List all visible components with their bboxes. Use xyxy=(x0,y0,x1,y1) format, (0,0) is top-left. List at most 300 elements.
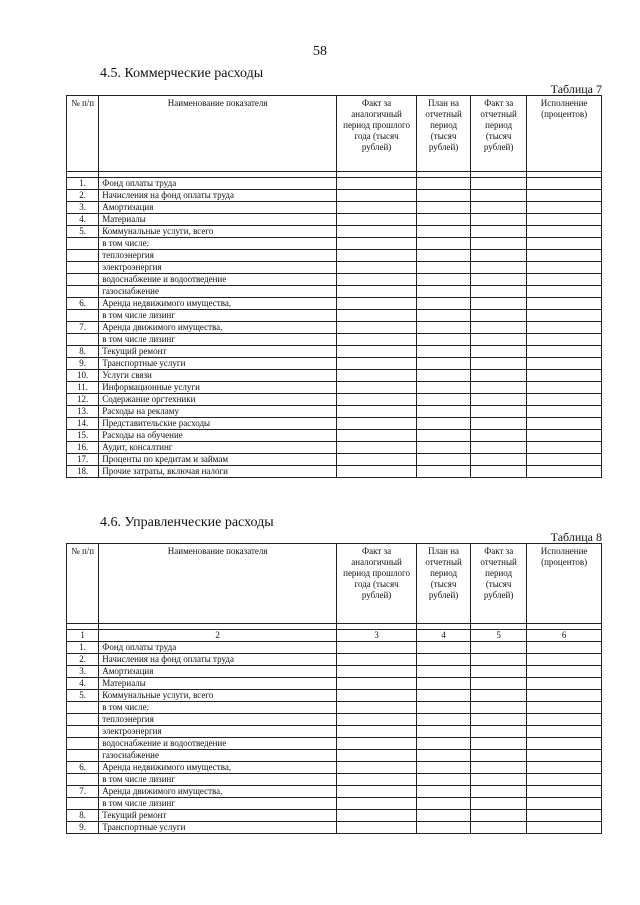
table-row xyxy=(67,442,602,454)
row-number xyxy=(67,774,99,786)
row-indicator-name: Прочие затраты, включая налоги xyxy=(99,466,337,478)
table-row xyxy=(67,822,602,834)
value-cell[interactable] xyxy=(527,442,602,454)
value-cell[interactable] xyxy=(417,382,471,394)
column-index: 1 xyxy=(67,630,99,642)
value-cell[interactable] xyxy=(471,274,527,286)
table-row xyxy=(67,726,602,738)
table-row xyxy=(67,678,602,690)
value-cell[interactable] xyxy=(337,750,417,762)
row-indicator-name: Проценты по кредитам и займам xyxy=(99,454,337,466)
table-row xyxy=(67,250,602,262)
table-row xyxy=(67,642,602,654)
value-cell[interactable] xyxy=(527,654,602,666)
management-expenses-table xyxy=(66,543,602,834)
row-number: 4. xyxy=(67,214,99,226)
row-indicator-name: в том числе: xyxy=(99,702,337,714)
row-indicator-name: Транспортные услуги xyxy=(99,822,337,834)
table-row xyxy=(67,334,602,346)
value-cell[interactable] xyxy=(417,370,471,382)
row-indicator-name: Текущий ремонт xyxy=(99,810,337,822)
value-cell[interactable] xyxy=(417,786,471,798)
header-number: № п/п xyxy=(67,96,99,172)
header-indicator-name: Наименование показателя xyxy=(99,544,337,624)
row-indicator-name: Расходы на рекламу xyxy=(99,406,337,418)
table-row xyxy=(67,762,602,774)
value-cell[interactable] xyxy=(471,322,527,334)
value-cell[interactable] xyxy=(471,202,527,214)
row-number: 15. xyxy=(67,430,99,442)
value-cell[interactable] xyxy=(527,346,602,358)
value-cell[interactable] xyxy=(337,702,417,714)
table-row xyxy=(67,418,602,430)
value-cell[interactable] xyxy=(527,250,602,262)
value-cell[interactable] xyxy=(417,642,471,654)
value-cell[interactable] xyxy=(471,262,527,274)
value-cell[interactable] xyxy=(417,310,471,322)
value-cell[interactable] xyxy=(337,714,417,726)
value-cell[interactable] xyxy=(527,394,602,406)
value-cell[interactable] xyxy=(417,738,471,750)
value-cell[interactable] xyxy=(527,690,602,702)
value-cell[interactable] xyxy=(417,334,471,346)
header-execution-percent: Исполнение (процентов) xyxy=(527,96,602,172)
value-cell[interactable] xyxy=(527,466,602,478)
value-cell[interactable] xyxy=(471,250,527,262)
value-cell[interactable] xyxy=(471,310,527,322)
value-cell[interactable] xyxy=(527,738,602,750)
row-number: 5. xyxy=(67,226,99,238)
table-row xyxy=(67,382,602,394)
value-cell[interactable] xyxy=(337,214,417,226)
row-number xyxy=(67,726,99,738)
value-cell[interactable] xyxy=(417,214,471,226)
table-row xyxy=(67,202,602,214)
table-row xyxy=(67,798,602,810)
value-cell[interactable] xyxy=(527,334,602,346)
value-cell[interactable] xyxy=(417,358,471,370)
row-indicator-name: газоснабжение xyxy=(99,750,337,762)
value-cell[interactable] xyxy=(527,642,602,654)
row-number: 6. xyxy=(67,762,99,774)
value-cell[interactable] xyxy=(337,654,417,666)
value-cell[interactable] xyxy=(471,798,527,810)
row-indicator-name: Аренда движимого имущества, xyxy=(99,786,337,798)
row-indicator-name: электроэнергия xyxy=(99,726,337,738)
value-cell[interactable] xyxy=(337,178,417,190)
row-indicator-name: Содержание оргтехники xyxy=(99,394,337,406)
row-number: 1. xyxy=(67,642,99,654)
row-indicator-name: Материалы xyxy=(99,214,337,226)
value-cell[interactable] xyxy=(471,762,527,774)
value-cell[interactable] xyxy=(417,822,471,834)
value-cell[interactable] xyxy=(337,798,417,810)
table-row xyxy=(67,702,602,714)
header-fact-previous-year: Факт за аналогичный период прошлого года (тысяч рублей) xyxy=(337,96,417,172)
value-cell[interactable] xyxy=(417,418,471,430)
value-cell[interactable] xyxy=(337,370,417,382)
header-fact-reporting: Факт за отчетный период (тысяч рублей) xyxy=(471,96,527,172)
value-cell[interactable] xyxy=(471,334,527,346)
value-cell[interactable] xyxy=(471,726,527,738)
table-row xyxy=(67,690,602,702)
row-indicator-name: в том числе лизинг xyxy=(99,798,337,810)
header-execution-percent: Исполнение (процентов) xyxy=(527,544,602,624)
value-cell[interactable] xyxy=(527,274,602,286)
value-cell[interactable] xyxy=(471,238,527,250)
value-cell[interactable] xyxy=(337,262,417,274)
value-cell[interactable] xyxy=(527,702,602,714)
table-row xyxy=(67,774,602,786)
value-cell[interactable] xyxy=(471,358,527,370)
row-number xyxy=(67,714,99,726)
value-cell[interactable] xyxy=(417,322,471,334)
value-cell[interactable] xyxy=(527,430,602,442)
value-cell[interactable] xyxy=(417,250,471,262)
value-cell[interactable] xyxy=(527,822,602,834)
table-row xyxy=(67,430,602,442)
value-cell[interactable] xyxy=(417,406,471,418)
value-cell[interactable] xyxy=(527,298,602,310)
column-index: 5 xyxy=(471,630,527,642)
value-cell[interactable] xyxy=(471,418,527,430)
row-number: 12. xyxy=(67,394,99,406)
value-cell[interactable] xyxy=(471,642,527,654)
row-indicator-name: в том числе лизинг xyxy=(99,774,337,786)
row-number: 13. xyxy=(67,406,99,418)
value-cell[interactable] xyxy=(337,190,417,202)
value-cell[interactable] xyxy=(337,202,417,214)
value-cell[interactable] xyxy=(417,774,471,786)
value-cell[interactable] xyxy=(471,442,527,454)
table-row xyxy=(67,406,602,418)
value-cell[interactable] xyxy=(417,654,471,666)
row-number xyxy=(67,310,99,322)
value-cell[interactable] xyxy=(471,750,527,762)
value-cell[interactable] xyxy=(527,726,602,738)
value-cell[interactable] xyxy=(471,714,527,726)
value-cell[interactable] xyxy=(471,178,527,190)
row-indicator-name: Амортизация xyxy=(99,202,337,214)
value-cell[interactable] xyxy=(471,786,527,798)
value-cell[interactable] xyxy=(527,406,602,418)
row-indicator-name: в том числе: xyxy=(99,238,337,250)
row-number: 17. xyxy=(67,454,99,466)
value-cell[interactable] xyxy=(417,346,471,358)
row-number: 16. xyxy=(67,442,99,454)
header-number: № п/п xyxy=(67,544,99,624)
row-number: 9. xyxy=(67,822,99,834)
row-number: 3. xyxy=(67,202,99,214)
value-cell[interactable] xyxy=(417,238,471,250)
value-cell[interactable] xyxy=(417,726,471,738)
value-cell[interactable] xyxy=(417,442,471,454)
value-cell[interactable] xyxy=(337,226,417,238)
value-cell[interactable] xyxy=(337,346,417,358)
value-cell[interactable] xyxy=(417,454,471,466)
row-number: 8. xyxy=(67,810,99,822)
value-cell[interactable] xyxy=(527,762,602,774)
value-cell[interactable] xyxy=(527,286,602,298)
row-indicator-name: Амортизация xyxy=(99,666,337,678)
row-indicator-name: Фонд оплаты труда xyxy=(99,178,337,190)
value-cell[interactable] xyxy=(337,466,417,478)
value-cell[interactable] xyxy=(471,370,527,382)
row-indicator-name: Транспортные услуги xyxy=(99,358,337,370)
table-row xyxy=(67,358,602,370)
table-row xyxy=(67,346,602,358)
value-cell[interactable] xyxy=(417,430,471,442)
value-cell[interactable] xyxy=(471,678,527,690)
value-cell[interactable] xyxy=(417,762,471,774)
value-cell[interactable] xyxy=(417,202,471,214)
section-title-management: 4.6. Управленческие расходы xyxy=(100,515,274,530)
value-cell[interactable] xyxy=(527,370,602,382)
value-cell[interactable] xyxy=(471,406,527,418)
row-indicator-name: газоснабжение xyxy=(99,286,337,298)
value-cell[interactable] xyxy=(337,810,417,822)
value-cell[interactable] xyxy=(527,678,602,690)
row-number: 5. xyxy=(67,690,99,702)
value-cell[interactable] xyxy=(337,250,417,262)
value-cell[interactable] xyxy=(471,702,527,714)
value-cell[interactable] xyxy=(337,322,417,334)
value-cell[interactable] xyxy=(337,418,417,430)
value-cell[interactable] xyxy=(337,358,417,370)
value-cell[interactable] xyxy=(471,654,527,666)
table-row xyxy=(67,750,602,762)
row-indicator-name: Материалы xyxy=(99,678,337,690)
row-indicator-name: водоснабжение и водоотведение xyxy=(99,738,337,750)
row-number: 18. xyxy=(67,466,99,478)
value-cell[interactable] xyxy=(471,774,527,786)
row-number: 9. xyxy=(67,358,99,370)
table-row xyxy=(67,178,602,190)
value-cell[interactable] xyxy=(337,430,417,442)
value-cell[interactable] xyxy=(337,690,417,702)
value-cell[interactable] xyxy=(337,786,417,798)
header-fact-reporting: Факт за отчетный период (тысяч рублей) xyxy=(471,544,527,624)
value-cell[interactable] xyxy=(417,690,471,702)
value-cell[interactable] xyxy=(337,382,417,394)
row-number: 8. xyxy=(67,346,99,358)
value-cell[interactable] xyxy=(527,786,602,798)
table-row xyxy=(67,298,602,310)
value-cell[interactable] xyxy=(527,322,602,334)
value-cell[interactable] xyxy=(417,666,471,678)
row-indicator-name: Текущий ремонт xyxy=(99,346,337,358)
row-number xyxy=(67,750,99,762)
value-cell[interactable] xyxy=(527,418,602,430)
table-label-8: Таблица 8 xyxy=(550,530,602,544)
row-indicator-name: водоснабжение и водоотведение xyxy=(99,274,337,286)
value-cell[interactable] xyxy=(417,262,471,274)
table-row xyxy=(67,214,602,226)
row-number xyxy=(67,798,99,810)
value-cell[interactable] xyxy=(417,274,471,286)
value-cell[interactable] xyxy=(527,454,602,466)
table-row xyxy=(67,666,602,678)
value-cell[interactable] xyxy=(471,822,527,834)
value-cell[interactable] xyxy=(471,190,527,202)
table-row xyxy=(67,226,602,238)
row-number: 10. xyxy=(67,370,99,382)
value-cell[interactable] xyxy=(527,202,602,214)
value-cell[interactable] xyxy=(527,214,602,226)
row-indicator-name: Коммунальные услуги, всего xyxy=(99,690,337,702)
value-cell[interactable] xyxy=(471,214,527,226)
value-cell[interactable] xyxy=(471,430,527,442)
value-cell[interactable] xyxy=(527,310,602,322)
table-row xyxy=(67,466,602,478)
row-indicator-name: Расходы на обучение xyxy=(99,430,337,442)
value-cell[interactable] xyxy=(417,714,471,726)
row-indicator-name: Представительские расходы xyxy=(99,418,337,430)
value-cell[interactable] xyxy=(471,666,527,678)
row-number: 6. xyxy=(67,298,99,310)
value-cell[interactable] xyxy=(471,454,527,466)
row-indicator-name: Фонд оплаты труда xyxy=(99,642,337,654)
value-cell[interactable] xyxy=(337,334,417,346)
row-number: 7. xyxy=(67,322,99,334)
row-number xyxy=(67,738,99,750)
row-number xyxy=(67,250,99,262)
row-number: 14. xyxy=(67,418,99,430)
value-cell[interactable] xyxy=(337,442,417,454)
value-cell[interactable] xyxy=(417,286,471,298)
value-cell[interactable] xyxy=(337,406,417,418)
value-cell[interactable] xyxy=(527,262,602,274)
table-row xyxy=(67,654,602,666)
row-indicator-name: Аренда недвижимого имущества, xyxy=(99,762,337,774)
value-cell[interactable] xyxy=(527,750,602,762)
row-number: 1. xyxy=(67,178,99,190)
row-number xyxy=(67,702,99,714)
row-indicator-name: Начисления на фонд оплаты труда xyxy=(99,654,337,666)
value-cell[interactable] xyxy=(417,750,471,762)
value-cell[interactable] xyxy=(527,666,602,678)
value-cell[interactable] xyxy=(527,190,602,202)
value-cell[interactable] xyxy=(337,454,417,466)
value-cell[interactable] xyxy=(417,178,471,190)
value-cell[interactable] xyxy=(337,762,417,774)
value-cell[interactable] xyxy=(527,810,602,822)
page-number: 58 xyxy=(313,44,327,59)
value-cell[interactable] xyxy=(417,394,471,406)
value-cell[interactable] xyxy=(471,394,527,406)
value-cell[interactable] xyxy=(337,822,417,834)
row-indicator-name: Аудит, консалтинг xyxy=(99,442,337,454)
row-indicator-name: электроэнергия xyxy=(99,262,337,274)
value-cell[interactable] xyxy=(471,286,527,298)
value-cell[interactable] xyxy=(471,298,527,310)
value-cell[interactable] xyxy=(527,382,602,394)
value-cell[interactable] xyxy=(337,286,417,298)
value-cell[interactable] xyxy=(337,298,417,310)
value-cell[interactable] xyxy=(337,738,417,750)
value-cell[interactable] xyxy=(471,810,527,822)
table-row xyxy=(67,714,602,726)
row-indicator-name: в том числе лизинг xyxy=(99,334,337,346)
table-row xyxy=(67,786,602,798)
column-index: 6 xyxy=(527,630,602,642)
row-indicator-name: теплоэнергия xyxy=(99,714,337,726)
value-cell[interactable] xyxy=(527,238,602,250)
value-cell[interactable] xyxy=(471,690,527,702)
row-indicator-name: Коммунальные услуги, всего xyxy=(99,226,337,238)
header-plan-reporting: План на отчетный период (тысяч рублей) xyxy=(417,544,471,624)
value-cell[interactable] xyxy=(527,774,602,786)
column-index: 3 xyxy=(337,630,417,642)
row-indicator-name: теплоэнергия xyxy=(99,250,337,262)
value-cell[interactable] xyxy=(527,178,602,190)
value-cell[interactable] xyxy=(337,642,417,654)
value-cell[interactable] xyxy=(527,226,602,238)
value-cell[interactable] xyxy=(337,238,417,250)
table-row xyxy=(67,370,602,382)
row-indicator-name: Услуги связи xyxy=(99,370,337,382)
value-cell[interactable] xyxy=(337,678,417,690)
table-row xyxy=(67,274,602,286)
row-number xyxy=(67,286,99,298)
value-cell[interactable] xyxy=(527,714,602,726)
row-number xyxy=(67,238,99,250)
row-number: 11. xyxy=(67,382,99,394)
table-row xyxy=(67,454,602,466)
table-row xyxy=(67,322,602,334)
header-indicator-name: Наименование показателя xyxy=(99,96,337,172)
value-cell[interactable] xyxy=(471,226,527,238)
value-cell[interactable] xyxy=(471,382,527,394)
row-number xyxy=(67,334,99,346)
value-cell[interactable] xyxy=(337,666,417,678)
value-cell[interactable] xyxy=(527,358,602,370)
value-cell[interactable] xyxy=(417,798,471,810)
commercial-expenses-table xyxy=(66,95,602,478)
value-cell[interactable] xyxy=(417,298,471,310)
row-number: 3. xyxy=(67,666,99,678)
row-number: 2. xyxy=(67,654,99,666)
row-number: 4. xyxy=(67,678,99,690)
row-indicator-name: Начисления на фонд оплаты труда xyxy=(99,190,337,202)
value-cell[interactable] xyxy=(337,774,417,786)
table-row xyxy=(67,810,602,822)
table-label-7: Таблица 7 xyxy=(550,82,602,96)
value-cell[interactable] xyxy=(337,394,417,406)
row-indicator-name: в том числе лизинг xyxy=(99,310,337,322)
value-cell[interactable] xyxy=(471,466,527,478)
row-number: 2. xyxy=(67,190,99,202)
value-cell[interactable] xyxy=(417,810,471,822)
value-cell[interactable] xyxy=(417,466,471,478)
row-indicator-name: Аренда движимого имущества, xyxy=(99,322,337,334)
value-cell[interactable] xyxy=(337,726,417,738)
value-cell[interactable] xyxy=(337,274,417,286)
value-cell[interactable] xyxy=(417,226,471,238)
value-cell[interactable] xyxy=(527,798,602,810)
table-row xyxy=(67,738,602,750)
header-fact-previous-year: Факт за аналогичный период прошлого года (тысяч рублей) xyxy=(337,544,417,624)
value-cell[interactable] xyxy=(337,310,417,322)
value-cell[interactable] xyxy=(417,702,471,714)
section-title-commercial: 4.5. Коммерческие расходы xyxy=(100,66,264,81)
row-number xyxy=(67,262,99,274)
row-number xyxy=(67,274,99,286)
value-cell[interactable] xyxy=(417,190,471,202)
value-cell[interactable] xyxy=(471,346,527,358)
value-cell[interactable] xyxy=(471,738,527,750)
value-cell[interactable] xyxy=(417,678,471,690)
